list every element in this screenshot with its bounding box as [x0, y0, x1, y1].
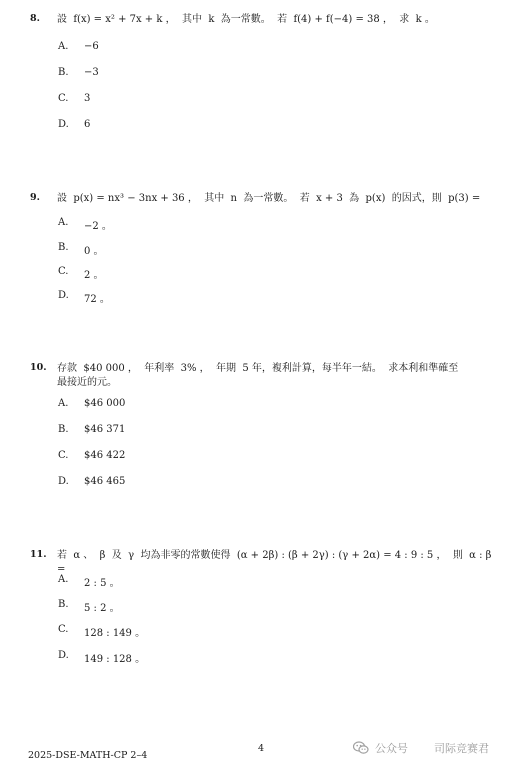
- option-label: D.: [58, 119, 69, 130]
- option-label: A.: [58, 217, 69, 228]
- page-number: 4: [258, 743, 265, 754]
- option-label: B.: [58, 599, 69, 610]
- question-text: 若 α 、 β 及 γ 均為非零的常數使得 (α + 2β) : (β + 2γ) : (γ + 2α) = 4 : 9 : 5 ， 則 α : β =: [57, 550, 495, 575]
- watermark-account-label: 公众号: [375, 742, 408, 755]
- option-value: −6: [84, 41, 99, 52]
- question-text: 存款 $40 000 ， 年利率 3% ， 年期 5 年，複利計算，每半年一結。 求本利和準確至 最接近的元。: [57, 363, 459, 388]
- watermark: [353, 740, 489, 756]
- question-number: 10.: [30, 362, 47, 373]
- option-value: $46 422: [84, 450, 126, 461]
- question-number: 9.: [30, 192, 40, 203]
- option-label: D.: [58, 650, 69, 661]
- option-value: $46 000: [84, 398, 126, 409]
- option-label: C.: [58, 450, 69, 461]
- option-label: B.: [58, 242, 69, 253]
- question-text: 設 f(x) = x² + 7x + k ， 其中 k 為一常數。 若 f(4) + f(−4) = 38 ， 求 k 。: [57, 14, 435, 25]
- option-label: D.: [58, 290, 69, 301]
- option-label: B.: [58, 67, 69, 78]
- question-number: 8.: [30, 13, 40, 24]
- option-value: 0 。: [84, 246, 104, 257]
- option-value: −3: [84, 67, 99, 78]
- option-value: 2 。: [84, 270, 104, 281]
- option-value: 2 : 5 。: [84, 578, 120, 589]
- option-label: A.: [58, 41, 69, 52]
- option-value: $46 371: [84, 424, 126, 435]
- option-value: 72 。: [84, 294, 110, 305]
- option-label: A.: [58, 398, 69, 409]
- option-label: C.: [58, 93, 69, 104]
- option-label: D.: [58, 476, 69, 487]
- option-value: −2 。: [84, 221, 112, 232]
- option-value: 128 : 149 。: [84, 628, 146, 639]
- watermark-name: 司际竞赛君: [434, 742, 489, 755]
- option-value: 5 : 2 。: [84, 603, 120, 614]
- option-value: 149 : 128 。: [84, 654, 146, 665]
- paper-code: 2025-DSE-MATH-CP 2–4: [28, 750, 148, 761]
- question-text: 設 p(x) = nx³ − 3nx + 36 ， 其中 n 為一常數。 若 x + 3 為 p(x) 的因式，則 p(3) =: [57, 193, 481, 204]
- option-label: C.: [58, 266, 69, 277]
- wechat-icon: [353, 741, 369, 755]
- option-label: C.: [58, 624, 69, 635]
- option-label: A.: [58, 574, 69, 585]
- option-value: 6: [84, 119, 91, 130]
- question-number: 11.: [30, 549, 47, 560]
- option-label: B.: [58, 424, 69, 435]
- option-value: $46 465: [84, 476, 126, 487]
- option-value: 3: [84, 93, 91, 104]
